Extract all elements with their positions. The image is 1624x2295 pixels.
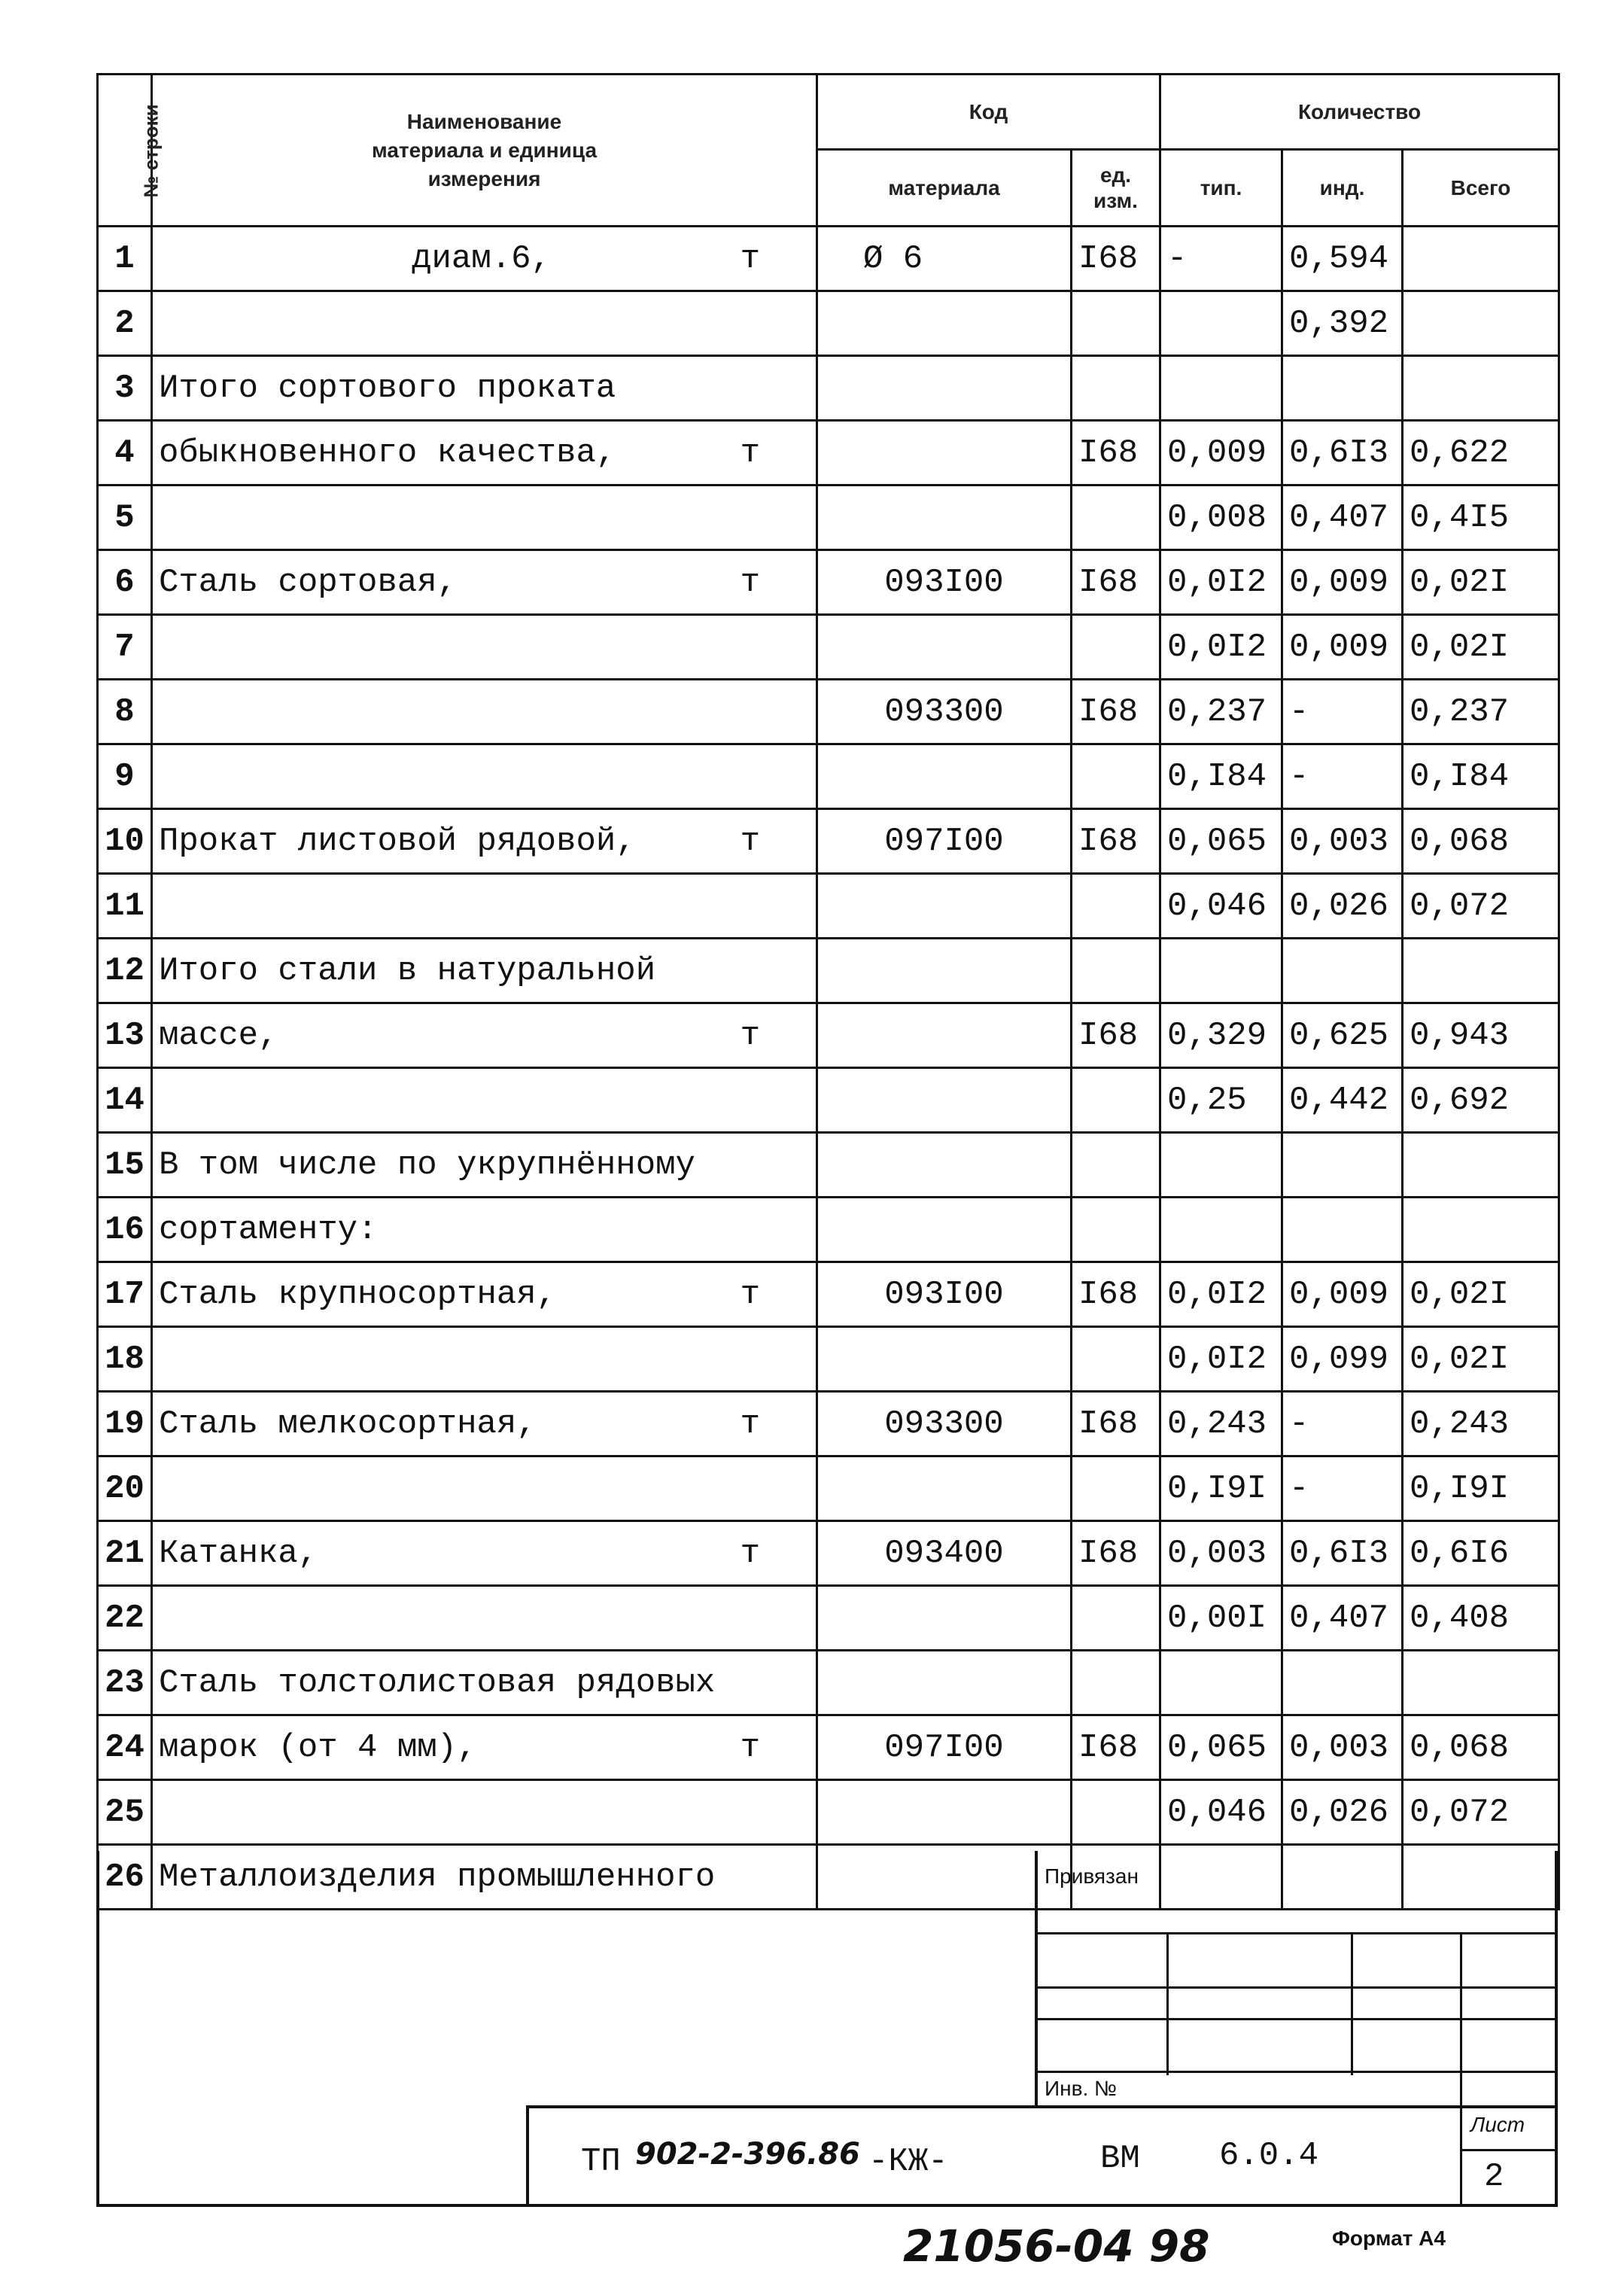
row-number: 12 — [98, 939, 152, 1003]
material-code — [817, 421, 1072, 485]
material-name — [152, 1456, 817, 1521]
unit-code: I68 — [1072, 1262, 1160, 1327]
stamp-inv-label: Инв. № — [1045, 2077, 1118, 2100]
material-name — [152, 744, 817, 809]
row-number: 8 — [98, 680, 152, 744]
quantity-typ: 0,065 — [1160, 1715, 1282, 1780]
material-name — [152, 1068, 817, 1133]
material-name — [152, 1586, 817, 1651]
quantity-total — [1403, 1651, 1559, 1715]
row-number: 1 — [98, 227, 152, 291]
material-name — [152, 1003, 817, 1068]
quantity-typ: 0,0I2 — [1160, 550, 1282, 615]
quantity-ind: 0,003 — [1282, 809, 1403, 874]
material-code — [817, 1456, 1072, 1521]
table-row — [98, 1521, 1559, 1586]
stamp-sheet-number: 2 — [1484, 2158, 1504, 2196]
material-name — [152, 1133, 817, 1198]
material-name — [152, 939, 817, 1003]
quantity-total — [1403, 1133, 1559, 1198]
quantity-total: 0,408 — [1403, 1586, 1559, 1651]
quantity-ind: 0,003 — [1282, 1715, 1403, 1780]
quantity-typ: 0,0I2 — [1160, 1262, 1282, 1327]
material-code — [817, 1068, 1072, 1133]
row-number: 16 — [98, 1198, 152, 1262]
material-code — [817, 291, 1072, 356]
quantity-ind: 0,442 — [1282, 1068, 1403, 1133]
quantity-total — [1403, 227, 1559, 291]
unit-code — [1072, 356, 1160, 421]
quantity-total: 0,068 — [1403, 1715, 1559, 1780]
material-name-text: марок (от 4 мм), — [159, 1728, 477, 1767]
material-name — [152, 874, 817, 939]
quantity-total: 0,4I5 — [1403, 485, 1559, 550]
quantity-typ: 0,046 — [1160, 1780, 1282, 1845]
table-row — [98, 680, 1559, 744]
header-quantity-ind: инд. — [1282, 150, 1403, 227]
material-unit: т — [740, 563, 760, 601]
quantity-ind: 0,392 — [1282, 291, 1403, 356]
quantity-total: 0,068 — [1403, 809, 1559, 874]
quantity-total — [1403, 291, 1559, 356]
unit-code: I68 — [1072, 421, 1160, 485]
row-number: 10 — [98, 809, 152, 874]
row-number: 24 — [98, 1715, 152, 1780]
row-number: 7 — [98, 615, 152, 680]
unit-code — [1072, 1456, 1160, 1521]
quantity-typ — [1160, 291, 1282, 356]
material-code — [817, 744, 1072, 809]
quantity-total: 0,237 — [1403, 680, 1559, 744]
unit-code — [1072, 939, 1160, 1003]
material-name — [152, 680, 817, 744]
material-unit: т — [740, 434, 760, 472]
unit-code — [1072, 1780, 1160, 1845]
table-row — [98, 1003, 1559, 1068]
material-code — [817, 1586, 1072, 1651]
quantity-ind — [1282, 939, 1403, 1003]
material-name — [152, 1651, 817, 1715]
material-name-text: обыкновенного качества, — [159, 434, 616, 472]
material-name — [152, 291, 817, 356]
quantity-total: 0,943 — [1403, 1003, 1559, 1068]
quantity-typ — [1160, 1198, 1282, 1262]
material-name — [152, 809, 817, 874]
material-code: 093300 — [817, 680, 1072, 744]
unit-code — [1072, 1586, 1160, 1651]
material-code: 093I00 — [817, 1262, 1072, 1327]
title-block — [96, 1851, 1558, 2207]
row-number: 9 — [98, 744, 152, 809]
material-code — [817, 1780, 1072, 1845]
material-code — [817, 485, 1072, 550]
row-number: 17 — [98, 1262, 152, 1327]
quantity-total: 0,02I — [1403, 1327, 1559, 1392]
quantity-total: 0,02I — [1403, 615, 1559, 680]
quantity-total: 0,02I — [1403, 1262, 1559, 1327]
quantity-total — [1403, 1198, 1559, 1262]
format-label: Формат А4 — [1332, 2227, 1446, 2250]
material-name — [152, 227, 817, 291]
quantity-typ: 0,00I — [1160, 1586, 1282, 1651]
quantity-ind: 0,407 — [1282, 1586, 1403, 1651]
header-name: Наименование материала и единица измерения — [152, 75, 817, 227]
quantity-typ: 0,0I2 — [1160, 1327, 1282, 1392]
material-code: 097I00 — [817, 809, 1072, 874]
material-name — [152, 1715, 817, 1780]
quantity-ind: 0,594 — [1282, 227, 1403, 291]
table-row — [98, 421, 1559, 485]
table-row — [98, 874, 1559, 939]
quantity-ind: 0,009 — [1282, 1262, 1403, 1327]
material-name-text: Прокат листовой рядовой, — [159, 822, 636, 860]
quantity-ind: 0,009 — [1282, 615, 1403, 680]
table-row — [98, 1133, 1559, 1198]
row-number: 23 — [98, 1651, 152, 1715]
material-code: Ø 6 — [817, 227, 1072, 291]
material-unit: т — [740, 239, 760, 278]
row-number: 5 — [98, 485, 152, 550]
row-number: 19 — [98, 1392, 152, 1456]
material-name-text: Сталь сортовая, — [159, 563, 458, 601]
unit-code: I68 — [1072, 1715, 1160, 1780]
material-name — [152, 1521, 817, 1586]
header-quantity-total: Всего — [1403, 150, 1559, 227]
material-name — [152, 1392, 817, 1456]
table-row — [98, 1262, 1559, 1327]
material-name — [152, 550, 817, 615]
quantity-typ: 0,329 — [1160, 1003, 1282, 1068]
material-name-text: Сталь крупносортная, — [159, 1275, 557, 1313]
quantity-ind: 0,026 — [1282, 1780, 1403, 1845]
table-row — [98, 1392, 1559, 1456]
table-row — [98, 809, 1559, 874]
quantity-typ: 0,237 — [1160, 680, 1282, 744]
header-row-number: № строки — [98, 75, 152, 227]
material-unit: т — [740, 1534, 760, 1572]
quantity-total: 0,622 — [1403, 421, 1559, 485]
material-unit: т — [740, 1016, 760, 1055]
material-name — [152, 1198, 817, 1262]
material-name-text: Катанка, — [159, 1534, 318, 1572]
table-row — [98, 1327, 1559, 1392]
row-number: 21 — [98, 1521, 152, 1586]
stamp-bound-label: Привязан — [1045, 1864, 1139, 1888]
material-code: 097I00 — [817, 1715, 1072, 1780]
unit-code — [1072, 291, 1160, 356]
material-name-text: Металлоизделия промышленного — [159, 1858, 716, 1896]
header-quantity: Количество — [1160, 75, 1559, 150]
quantity-typ: 0,065 — [1160, 809, 1282, 874]
quantity-typ — [1160, 1651, 1282, 1715]
material-name-text: Итого сортового проката — [159, 369, 616, 407]
table-row — [98, 939, 1559, 1003]
quantity-total: 0,692 — [1403, 1068, 1559, 1133]
row-number: 25 — [98, 1780, 152, 1845]
table-row — [98, 1780, 1559, 1845]
material-name-text: Сталь толстолистовая рядовых — [159, 1663, 716, 1702]
stamp-doc-number: 902-2-396.86 — [635, 2137, 860, 2172]
quantity-typ — [1160, 939, 1282, 1003]
unit-code — [1072, 744, 1160, 809]
material-code — [817, 1198, 1072, 1262]
quantity-typ: 0,009 — [1160, 421, 1282, 485]
quantity-typ: 0,25 — [1160, 1068, 1282, 1133]
quantity-total: 0,243 — [1403, 1392, 1559, 1456]
material-name — [152, 485, 817, 550]
row-number: 22 — [98, 1586, 152, 1651]
table-row — [98, 485, 1559, 550]
material-unit: т — [740, 1405, 760, 1443]
quantity-total: 0,I84 — [1403, 744, 1559, 809]
material-name-text: массе, — [159, 1016, 278, 1055]
stamp-doc-prefix: ТП — [581, 2143, 621, 2181]
material-name-text: Сталь мелкосортная, — [159, 1405, 537, 1443]
row-number: 15 — [98, 1133, 152, 1198]
table-row — [98, 356, 1559, 421]
header-code: Код — [817, 75, 1160, 150]
stamp-sheet-label: Лист — [1470, 2113, 1525, 2136]
table-row — [98, 291, 1559, 356]
table-row — [98, 1198, 1559, 1262]
row-number: 2 — [98, 291, 152, 356]
row-number: 13 — [98, 1003, 152, 1068]
quantity-ind — [1282, 1133, 1403, 1198]
quantity-typ: 0,003 — [1160, 1521, 1282, 1586]
quantity-ind: 0,026 — [1282, 874, 1403, 939]
unit-code — [1072, 615, 1160, 680]
header-code-material: материала — [817, 150, 1072, 227]
row-number: 6 — [98, 550, 152, 615]
unit-code — [1072, 1068, 1160, 1133]
material-code — [817, 356, 1072, 421]
material-name — [152, 1262, 817, 1327]
unit-code — [1072, 485, 1160, 550]
unit-code — [1072, 1651, 1160, 1715]
unit-code: I68 — [1072, 1521, 1160, 1586]
material-code: 093400 — [817, 1521, 1072, 1586]
unit-code: I68 — [1072, 1003, 1160, 1068]
quantity-total: 0,I9I — [1403, 1456, 1559, 1521]
quantity-typ: 0,0I2 — [1160, 615, 1282, 680]
table-row — [98, 1068, 1559, 1133]
table-row — [98, 1715, 1559, 1780]
quantity-typ: 0,046 — [1160, 874, 1282, 939]
quantity-ind: - — [1282, 744, 1403, 809]
quantity-typ: 0,243 — [1160, 1392, 1282, 1456]
row-number: 26 — [98, 1845, 152, 1910]
table-row — [98, 227, 1559, 291]
unit-code: I68 — [1072, 809, 1160, 874]
material-name — [152, 356, 817, 421]
material-name — [152, 421, 817, 485]
quantity-ind — [1282, 1651, 1403, 1715]
table-row — [98, 744, 1559, 809]
quantity-typ: 0,008 — [1160, 485, 1282, 550]
stamp-doc-suffix: -КЖ- — [868, 2143, 948, 2181]
quantity-ind: - — [1282, 1392, 1403, 1456]
material-code: 093I00 — [817, 550, 1072, 615]
material-code — [817, 615, 1072, 680]
quantity-typ — [1160, 356, 1282, 421]
material-unit: т — [740, 1275, 760, 1313]
material-name-text: В том числе по укрупнённому — [159, 1146, 695, 1184]
row-number: 14 — [98, 1068, 152, 1133]
quantity-ind: 0,6I3 — [1282, 421, 1403, 485]
quantity-ind: 0,099 — [1282, 1327, 1403, 1392]
quantity-ind: - — [1282, 680, 1403, 744]
material-unit: т — [740, 822, 760, 860]
quantity-ind: 0,009 — [1282, 550, 1403, 615]
row-number: 4 — [98, 421, 152, 485]
quantity-typ: 0,I84 — [1160, 744, 1282, 809]
material-code — [817, 939, 1072, 1003]
quantity-ind: - — [1282, 1456, 1403, 1521]
row-number: 18 — [98, 1327, 152, 1392]
row-number: 11 — [98, 874, 152, 939]
quantity-typ: 0,I9I — [1160, 1456, 1282, 1521]
row-number: 3 — [98, 356, 152, 421]
quantity-total — [1403, 939, 1559, 1003]
unit-code: I68 — [1072, 550, 1160, 615]
unit-code: I68 — [1072, 227, 1160, 291]
quantity-typ — [1160, 1133, 1282, 1198]
stamp-doc-section: 6.0.4 — [1219, 2137, 1319, 2175]
material-code — [817, 1327, 1072, 1392]
unit-code — [1072, 1198, 1160, 1262]
materials-table — [96, 73, 1560, 1910]
material-code: 093300 — [817, 1392, 1072, 1456]
table-row — [98, 1456, 1559, 1521]
table-row — [98, 1651, 1559, 1715]
header-quantity-typ: тип. — [1160, 150, 1282, 227]
quantity-typ: - — [1160, 227, 1282, 291]
quantity-ind: 0,6I3 — [1282, 1521, 1403, 1586]
material-code — [817, 1003, 1072, 1068]
material-name — [152, 1780, 817, 1845]
quantity-ind — [1282, 356, 1403, 421]
material-name-text: сортаменту: — [159, 1210, 378, 1249]
material-code — [817, 1651, 1072, 1715]
table-row — [98, 615, 1559, 680]
stamp-doc-type: ВМ — [1100, 2140, 1140, 2178]
material-code — [817, 874, 1072, 939]
quantity-total: 0,072 — [1403, 874, 1559, 939]
material-name-text: диам.6, — [412, 239, 551, 278]
quantity-ind: 0,625 — [1282, 1003, 1403, 1068]
table-row — [98, 550, 1559, 615]
quantity-total — [1403, 356, 1559, 421]
material-unit: т — [740, 1728, 760, 1767]
material-name-text: Итого стали в натуральной — [159, 951, 656, 990]
quantity-ind — [1282, 1198, 1403, 1262]
header-code-unit: ед. изм. — [1072, 150, 1160, 227]
quantity-ind: 0,407 — [1282, 485, 1403, 550]
quantity-total: 0,02I — [1403, 550, 1559, 615]
material-name — [152, 615, 817, 680]
quantity-total: 0,6I6 — [1403, 1521, 1559, 1586]
material-code — [817, 1133, 1072, 1198]
unit-code: I68 — [1072, 680, 1160, 744]
unit-code — [1072, 1133, 1160, 1198]
row-number: 20 — [98, 1456, 152, 1521]
quantity-total: 0,072 — [1403, 1780, 1559, 1845]
material-name — [152, 1327, 817, 1392]
unit-code — [1072, 874, 1160, 939]
handwritten-archive-number: 21056-04 98 — [903, 2220, 1210, 2272]
table-row — [98, 1586, 1559, 1651]
unit-code: I68 — [1072, 1392, 1160, 1456]
unit-code — [1072, 1327, 1160, 1392]
